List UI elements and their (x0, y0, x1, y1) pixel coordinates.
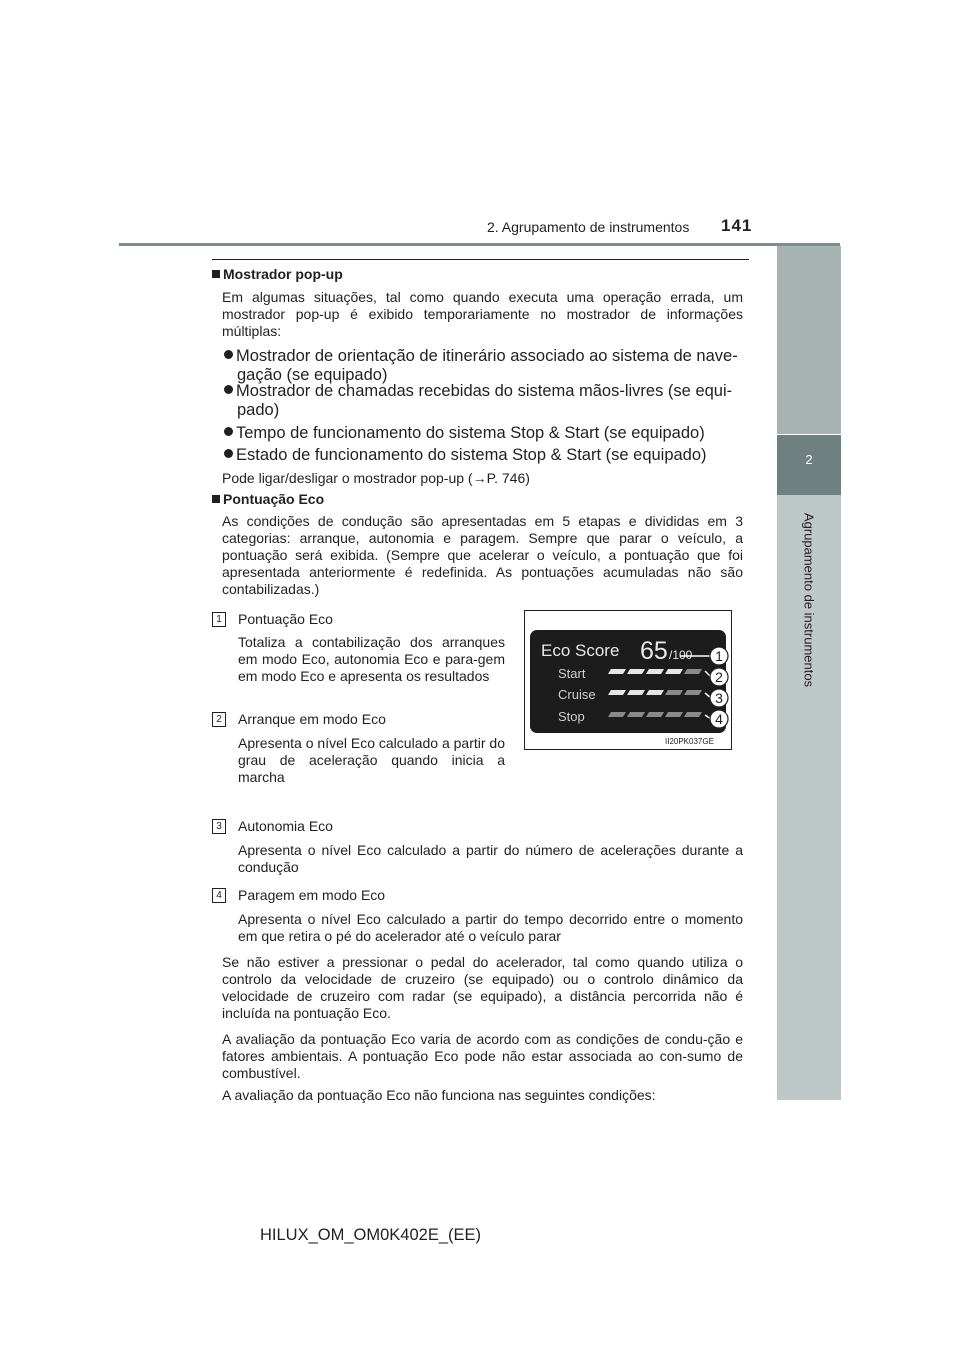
document-code: HILUX_OM_OM0K402E_(EE) (260, 1226, 482, 1244)
eco-paragraph-3: A avaliação da pontuação Eco não funciona nas seguintes condições: (222, 1087, 656, 1103)
eco-level-segment (608, 690, 626, 695)
callout-number: 1 (715, 648, 723, 664)
figure-score: 65 (640, 637, 668, 665)
item-number-badge: 3 (212, 819, 226, 834)
eco-level-segment (684, 690, 702, 695)
popup-bullet-4 (224, 446, 765, 465)
eco-level-segment (684, 669, 702, 674)
item-number-badge: 4 (212, 888, 226, 903)
item-title: Paragem em modo Eco (238, 887, 386, 903)
item-title: Arranque em modo Eco (238, 711, 386, 727)
eco-level-segment (646, 712, 664, 717)
content-rule (212, 259, 749, 260)
item-description: Apresenta o nível Eco calculado a partir do número de acelerações durante a condução (238, 842, 743, 875)
header-rule (119, 243, 840, 246)
callout-number: 3 (715, 690, 723, 706)
eco-level-segment (608, 669, 626, 674)
eco-score-display-illustration (525, 611, 731, 749)
item-description: Apresenta o nível Eco calculado a partir do grau de aceleração quando inicia a marcha (238, 735, 505, 785)
eco-level-segment (627, 669, 645, 674)
chapter-number-tab (777, 435, 841, 495)
item-description: Apresenta o nível Eco calculado a partir do tempo decorrido entre o momento em que retira o pé do acelerador até o veículo parar (238, 911, 743, 944)
eco-paragraph-1: Se não estiver a pressionar o pedal do acelerador, tal como quando utiliza o controlo da velocidade de cruzeiro (se equipado) ou o controlo dinâmico da velocidade de cruzeiro com radar (se equipado), a distância percorrida não é incluída na pontuação Eco. (222, 954, 743, 1021)
figure-row-label: Stop (558, 709, 585, 724)
popup-bullet-text: Mostrador de orientação de itinerário associado ao sistema de nave-gação (se equipado) (236, 347, 738, 384)
eco-level-segment (646, 690, 664, 695)
eco-score-figure (524, 610, 732, 750)
round-bullet-icon (224, 449, 233, 458)
chapter-title-tab (777, 495, 841, 1100)
figure-row-label: Start (558, 666, 586, 681)
popup-bullet-text: Estado de funcionamento do sistema Stop & Start (se equipado) (236, 446, 707, 464)
square-bullet-icon (212, 495, 220, 503)
item-title: Pontuação Eco (238, 611, 333, 627)
eco-level-segment (665, 690, 683, 695)
eco-level-segment (646, 669, 664, 674)
popup-intro: Em algumas situações, tal como quando executa uma operação errada, um mostrador pop-up é exibido temporariamente no mostrador de informações múltiplas: (222, 289, 743, 339)
callout-number: 4 (715, 711, 723, 727)
popup-bullet-2 (224, 382, 765, 420)
popup-bullet-1 (224, 347, 765, 385)
popup-bullet-text: Mostrador de chamadas recebidas do sistema mãos-livres (se equi-pado) (236, 382, 733, 419)
eco-heading-text: Pontuação Eco (223, 491, 325, 507)
eco-level-segment (684, 712, 702, 717)
item-number-badge: 2 (212, 712, 226, 727)
popup-note: Pode ligar/desligar o mostrador pop-up (→P. 746) (222, 470, 530, 486)
section-title: 2. Agrupamento de instrumentos (487, 219, 690, 235)
eco-level-segment (627, 712, 645, 717)
figure-row-label: Cruise (558, 687, 596, 702)
figure-code: II20PK037GE (665, 737, 714, 746)
round-bullet-icon (224, 427, 233, 436)
square-bullet-icon (212, 270, 220, 278)
popup-heading-text: Mostrador pop-up (223, 266, 343, 282)
popup-bullet-text: Tempo de funcionamento do sistema Stop & Start (se equipado) (236, 424, 705, 442)
chapter-title: Agrupamento de instrumentos (801, 512, 817, 688)
eco-level-segment (665, 712, 683, 717)
item-title: Autonomia Eco (238, 818, 333, 834)
eco-paragraph-2: A avaliação da pontuação Eco varia de acordo com as condições de condu-ção e fatores ambientais. A pontuação Eco pode não estar associada ao con-sumo de combustível. (222, 1031, 743, 1081)
eco-level-segment (608, 712, 626, 717)
item-description: Totaliza a contabilização dos arranques em modo Eco, autonomia Eco e para-gem em modo Eco e apresenta os resultados (238, 634, 505, 684)
side-tab-top (777, 246, 841, 434)
figure-score-max: /100 (669, 648, 693, 662)
popup-bullet-3 (224, 424, 765, 443)
round-bullet-icon (224, 385, 233, 394)
eco-intro: As condições de condução são apresentadas em 5 etapas e divididas em 3 categorias: arranque, autonomia e paragem. Sempre que parar o veículo, a pontuação será exibida. (Sempre que acelerar o veículo, a pontuação que foi apresentada anteriormente é redefinida. As pontuações acumuladas não são contabilizadas.) (222, 513, 743, 597)
eco-level-segment (627, 690, 645, 695)
eco-heading (212, 491, 324, 507)
eco-level-segment (665, 669, 683, 674)
item-number-badge: 1 (212, 612, 226, 627)
callout-number: 2 (715, 669, 723, 685)
round-bullet-icon (224, 350, 233, 359)
figure-title: Eco Score (541, 641, 620, 660)
popup-heading (212, 266, 343, 282)
page-number: 141 (721, 216, 753, 235)
chapter-number: 2 (805, 452, 813, 467)
